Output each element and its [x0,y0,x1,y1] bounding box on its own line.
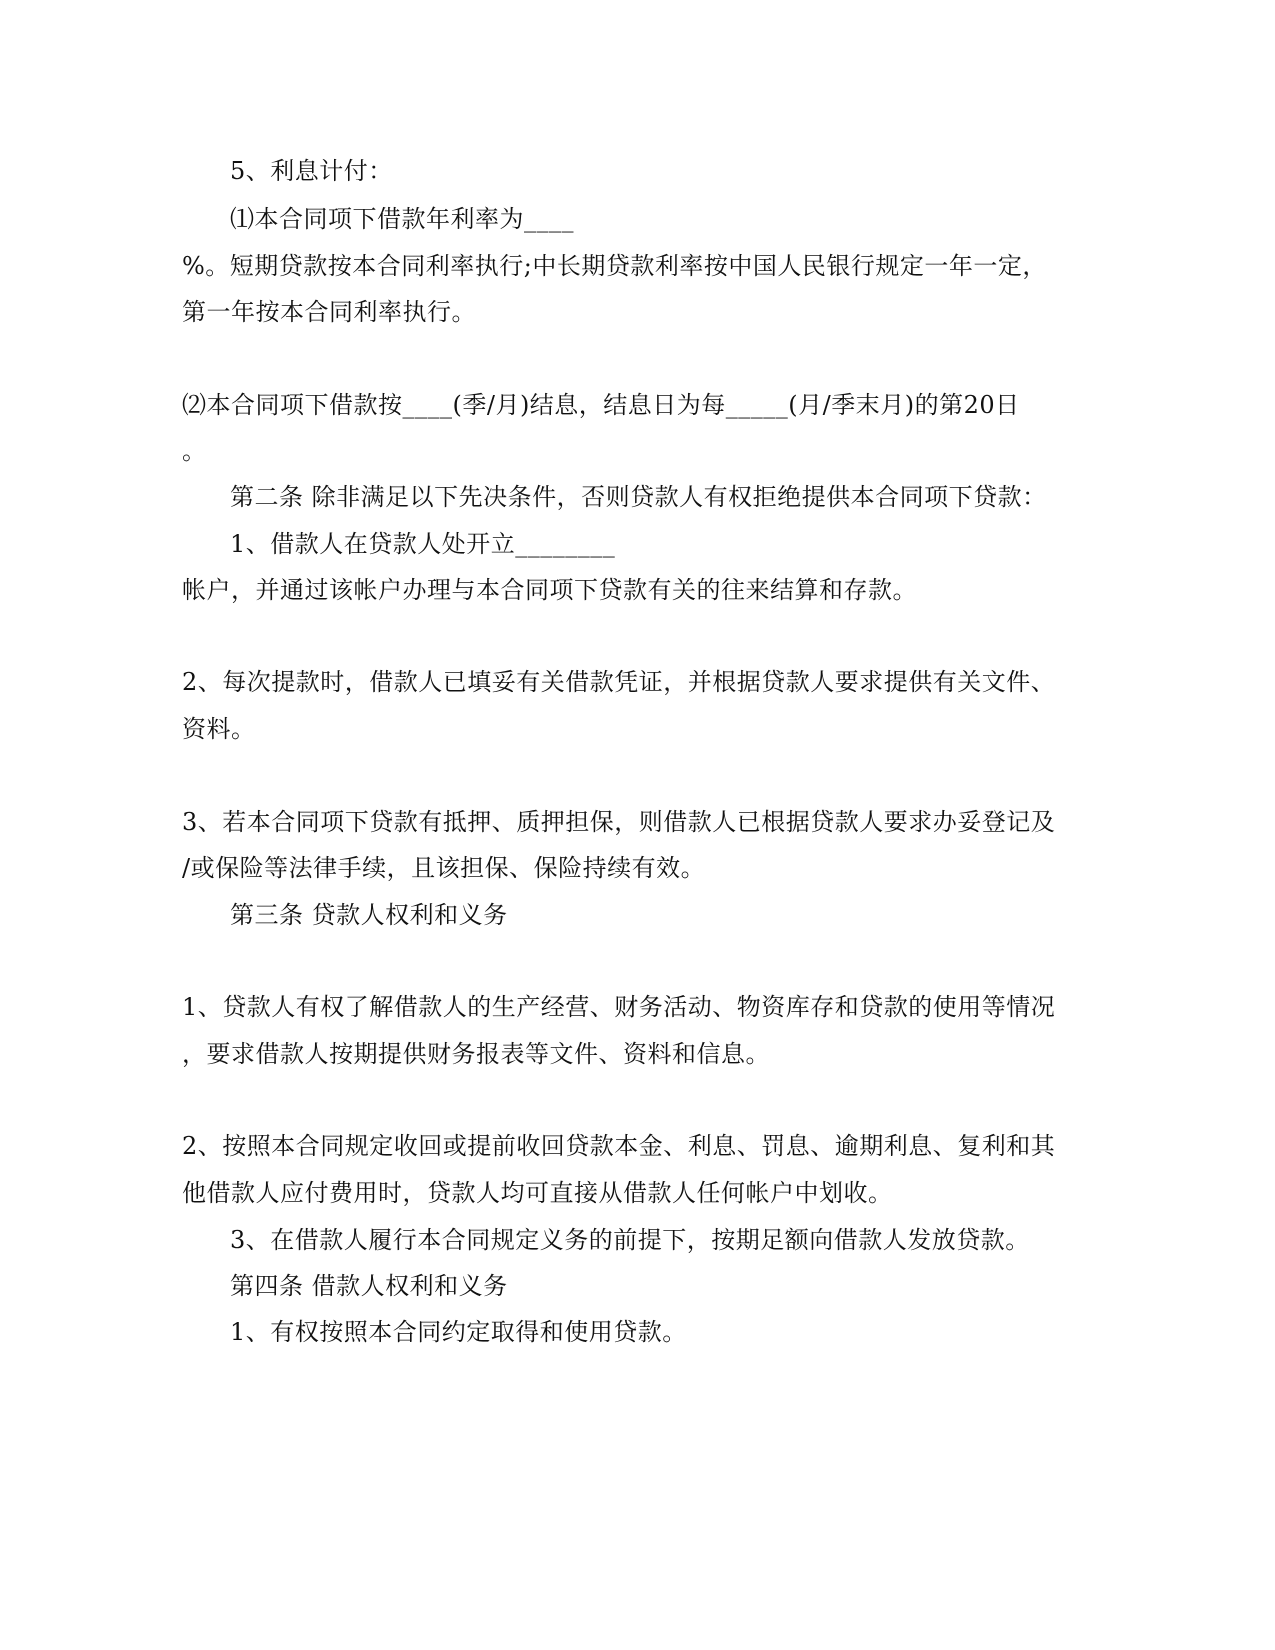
borrower-right-one: 1、有权按照本合同约定取得和使用贷款。 [230,1318,687,1346]
lender-right-three: 3、在借款人履行本合同规定义务的前提下，按期足额向借款人发放贷款。 [230,1226,1030,1254]
condition-one: 1、借款人在贷款人处开立________ [230,530,616,558]
interest-rate-clause: ⑴本合同项下借款年利率为____ [230,205,574,233]
article-three-heading: 第三条 贷款人权利和义务 [230,901,508,929]
lender-right-one-cont: ，要求借款人按期提供财务报表等文件、资料和信息。 [182,1040,770,1068]
condition-two: 2、每次提款时，借款人已填妥有关借款凭证，并根据贷款人要求提供有关文件、 [182,668,1056,696]
interest-rate-clause-end: 第一年按本合同利率执行。 [182,298,476,326]
interest-rate-clause-cont: %。短期贷款按本合同利率执行;中长期贷款利率按中国人民银行规定一年一定， [182,252,1047,280]
lender-right-two: 2、按照本合同规定收回或提前收回贷款本金、利息、罚息、逾期利息、复利和其 [182,1132,1056,1160]
article-four-heading: 第四条 借款人权利和义务 [230,1272,508,1300]
lender-right-two-cont: 他借款人应付费用时，贷款人均可直接从借款人任何帐户中划收。 [182,1179,893,1207]
settlement-clause: ⑵本合同项下借款按____(季/月)结息，结息日为每_____(月/季末月)的第20日 [182,391,1020,419]
lender-right-one: 1、贷款人有权了解借款人的生产经营、财务活动、物资库存和贷款的使用等情况 [182,993,1056,1021]
condition-one-cont: 帐户，并通过该帐户办理与本合同项下贷款有关的往来结算和存款。 [182,576,917,604]
condition-three: 3、若本合同项下贷款有抵押、质押担保，则借款人已根据贷款人要求办妥登记及 [182,808,1056,836]
settlement-clause-end: 。 [182,437,207,465]
article-two-heading: 第二条 除非满足以下先决条件，否则贷款人有权拒绝提供本合同项下贷款： [230,483,1047,511]
condition-three-cont: /或保险等法律手续，且该担保、保险持续有效。 [182,854,706,882]
interest-heading: 5、利息计付： [230,157,393,185]
condition-two-cont: 资料。 [182,715,256,743]
